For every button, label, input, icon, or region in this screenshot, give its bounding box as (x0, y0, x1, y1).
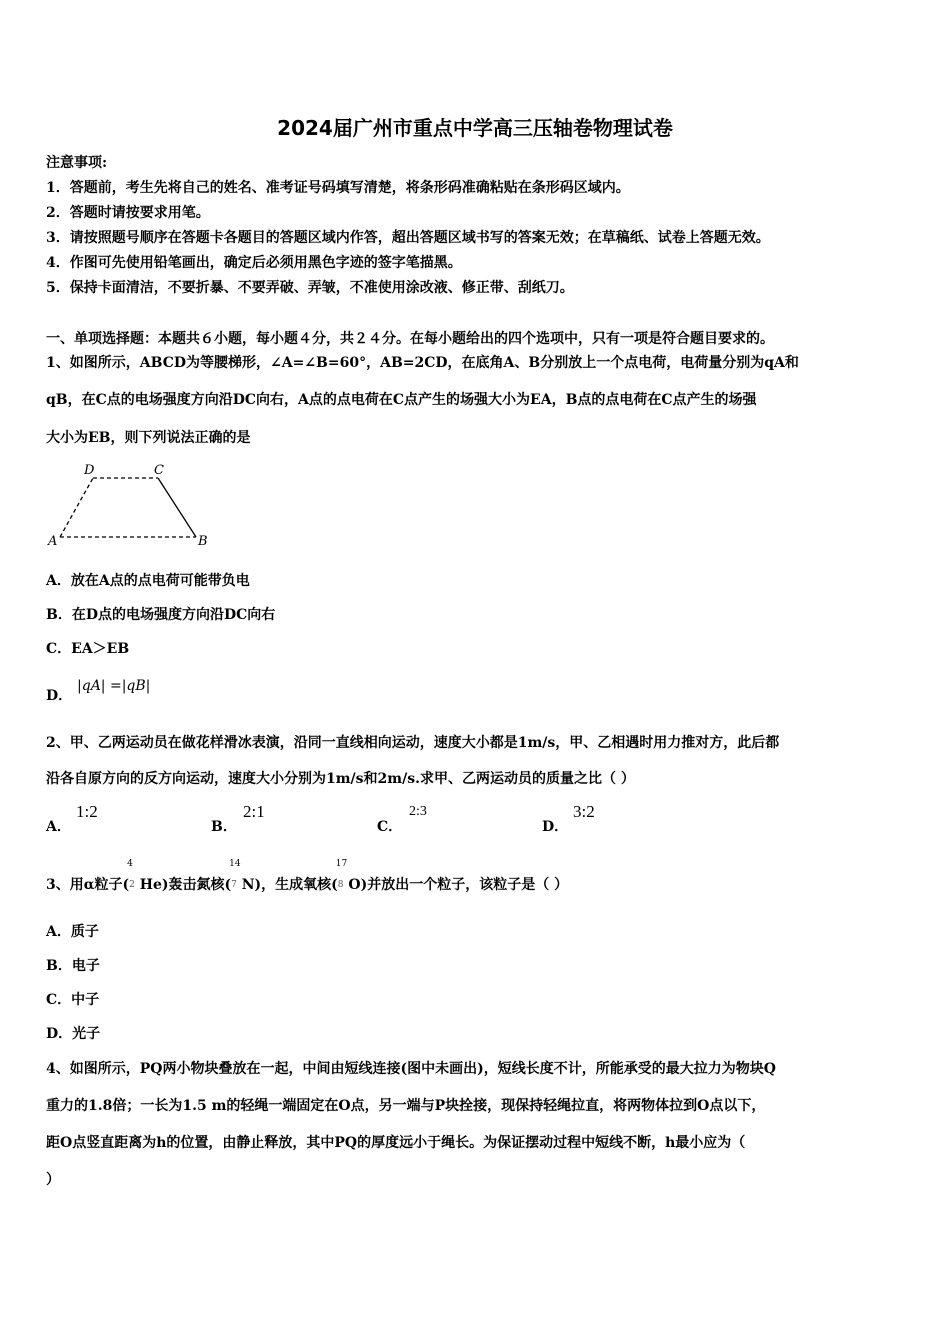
q2-option-b-value: 2:1 (243, 802, 265, 821)
page-title: 2024届广州市重点中学高三压轴卷物理试卷 (277, 116, 673, 140)
question-1-line: qB，在C点的电场强度方向沿DC向右，A点的点电荷在C点产生的场强大小为EA，B点的点电荷在C点产生的场强 (46, 392, 757, 408)
label-c: C (154, 463, 164, 478)
q1-option-b: B．在D点的电场强度方向沿DC向右 (46, 607, 276, 623)
q3-text-prefix: 3、用α粒子( (46, 877, 130, 893)
bc-segment (158, 478, 196, 537)
q2-option-d-value: 3:2 (573, 802, 595, 821)
section-heading: 一、单项选择题：本题共６小题，每小题４分，共２４分。在每小题给出的四个选项中，只有一项是符合题目要求的。 (46, 331, 774, 347)
q3-option-a: A．质子 (46, 924, 99, 940)
note-item: 5．保持卡面清洁，不要折暴、不要弄破、弄皱，不准使用涂改液、修正带、刮纸刀。 (46, 280, 574, 296)
label-d: D (84, 463, 95, 478)
nitrogen-nuclide (229, 859, 255, 893)
question-1-line: 大小为EB，则下列说法正确的是 (46, 430, 251, 446)
q3-option-b: B．电子 (46, 958, 100, 974)
question-1-line: 1、如图所示，ABCD为等腰梯形，∠A=∠B=60°，AB=2CD，在底角A、B分别放上一个点电荷，电荷量分别为qA和 (46, 355, 799, 371)
q2-option-d-label: D． (542, 819, 569, 835)
oxygen-mass-number: 17 (335, 859, 348, 869)
question-4-line: ） (46, 1172, 60, 1188)
trapezoid-figure (46, 458, 216, 550)
q1-option-d (46, 678, 151, 705)
q2-option-c-label: C． (377, 819, 403, 835)
q1-option-a: A．放在A点的点电荷可能带负电 (46, 573, 250, 589)
note-item: 2．答题时请按要求用笔。 (46, 205, 210, 221)
q3-option-c: C．中子 (46, 992, 100, 1008)
question-3-line (46, 859, 569, 894)
oxygen-atomic-number: 8 (337, 880, 344, 890)
oxygen-symbol: O (348, 877, 361, 893)
q2-option-b-label: B． (211, 819, 237, 835)
question-2-line: 2、甲、乙两运动员在做花样滑冰表演，沿同一直线相向运动，速度大小都是1m/s，甲、乙相遇时用力推对方，此后都 (46, 735, 780, 751)
helium-mass-number: 4 (127, 859, 133, 869)
ad-segment (60, 478, 93, 537)
helium-atomic-number: 2 (129, 880, 135, 890)
nitrogen-symbol: N (241, 877, 255, 893)
label-b: B (198, 534, 208, 549)
question-2-line: 沿各自原方向的反方向运动，速度大小分别为1m/s和2m/s.求甲、乙两运动员的质量之比（ ） (46, 771, 635, 787)
q3-text-suffix: )并放出一个粒子，该粒子是（ ） (360, 877, 569, 893)
q2-option-c-value: 2:3 (409, 804, 427, 819)
oxygen-nuclide (335, 859, 361, 893)
note-item: 3．请按照题号顺序在答题卡各题目的答题区域内作答，超出答题区域书写的答案无效；在草稿纸、试卷上答题无效。 (46, 230, 770, 246)
question-4-line: 重力的1.8倍；一长为1.5 m的轻绳一端固定在O点，另一端与P块拴接，现保持轻绳拉直，将两物体拉到O点以下， (46, 1098, 766, 1114)
q3-option-d: D．光子 (46, 1026, 101, 1042)
q3-text-mid2: )，生成氧核( (254, 877, 338, 893)
nitrogen-mass-number: 14 (229, 859, 241, 869)
note-item: 1．答题前，考生先将自己的姓名、准考证号码填写清楚，将条形码准确粘贴在条形码区域内。 (46, 180, 630, 196)
helium-nuclide (127, 859, 162, 893)
note-item: 4．作图可先使用铅笔画出，确定后必须用黑色字迹的签字笔描黑。 (46, 255, 462, 271)
q2-option-a-label: A． (46, 819, 71, 835)
q1-option-d-formula: |qA| =|qB| (77, 678, 151, 694)
nitrogen-atomic-number: 7 (231, 880, 237, 890)
q1-option-d-label: D． (46, 688, 73, 704)
helium-symbol: He (139, 877, 162, 893)
q3-text-mid1: )轰击氮核( (161, 877, 232, 893)
label-a: A (48, 534, 58, 549)
notes-heading: 注意事项: (46, 155, 108, 171)
q1-option-c: C．EA＞EB (46, 641, 130, 657)
question-4-line: 4、如图所示，PQ两小物块叠放在一起，中间由短线连接(图中未画出)，短线长度不计，所能承受的最大拉力为物块Q (46, 1061, 776, 1077)
q2-option-a-value: 1:2 (76, 802, 98, 821)
question-4-line: 距O点竖直距离为h的位置，由静止释放，其中PQ的厚度远小于绳长。为保证摆动过程中短线不断，h最小应为（ (46, 1135, 746, 1151)
